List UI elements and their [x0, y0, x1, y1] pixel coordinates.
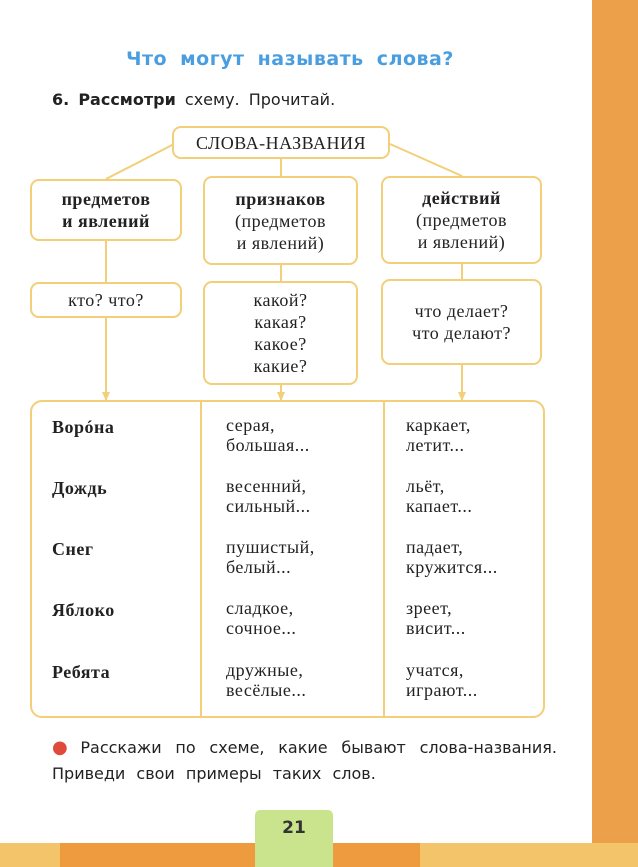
table-cell: весенний, — [226, 476, 307, 496]
table-cell: кружится... — [406, 557, 498, 577]
table-cell: Дождь — [52, 478, 108, 498]
category-box-actions — [381, 176, 542, 264]
table-cell: сочное... — [226, 618, 297, 638]
category-line: и явлений — [62, 211, 150, 231]
table-cell: льёт, — [406, 476, 445, 496]
table-cell: пушистый, — [226, 537, 315, 557]
question-text: какая? — [254, 312, 307, 332]
category-line: признаков — [235, 188, 326, 209]
table-cell: Ворóна — [52, 417, 115, 437]
category-line: и явлений) — [417, 232, 506, 252]
category-line: действий — [422, 188, 501, 208]
table-cell: висит... — [406, 618, 466, 638]
question-text: какие? — [253, 356, 308, 376]
task-verb: Рассмотри — [78, 90, 176, 109]
bottom-task — [52, 735, 557, 787]
page-edge-decoration — [592, 0, 638, 867]
table-cell: дружные, — [226, 660, 304, 680]
root-label: СЛОВА-НАЗВАНИЯ — [195, 132, 367, 153]
connector-root-left — [106, 144, 174, 179]
question-text: что делают? — [412, 323, 511, 343]
page-title: Что могут называть слова? — [126, 48, 454, 70]
question-text: кто? что? — [68, 290, 144, 310]
task-text: схему. Прочитай. — [184, 90, 336, 109]
table-cell: большая... — [226, 435, 310, 455]
bottom-wedge-decoration — [60, 843, 420, 867]
question-box-objects — [30, 282, 182, 318]
category-box-objects — [30, 179, 182, 241]
column-divider — [200, 402, 202, 716]
table-cell: Ребята — [52, 662, 111, 682]
table-cell: летит... — [406, 435, 465, 455]
question-box-attributes — [203, 281, 358, 385]
table-cell: весёлые... — [226, 680, 307, 700]
bottom-task-text: Расскажи по схеме, какие бывают слова-названия. Приведи свои примеры таких слов. — [52, 738, 557, 783]
table-cell: белый... — [226, 557, 292, 577]
table-cell: Яблоко — [52, 600, 115, 620]
table-cell: падает, — [406, 537, 464, 557]
table-cell: сильный... — [226, 496, 311, 516]
category-box-attributes — [203, 176, 358, 265]
connector-root-right — [390, 144, 462, 176]
question-box-actions — [381, 279, 542, 365]
question-text: что делает? — [414, 301, 509, 321]
category-line: и явлений) — [236, 232, 325, 253]
table-cell: каркает, — [406, 415, 471, 435]
root-box — [172, 126, 390, 159]
table-cell: сладкое, — [226, 598, 294, 618]
category-line: (предметов — [415, 210, 508, 230]
table-cell: учатся, — [406, 660, 464, 680]
column-divider — [383, 402, 385, 716]
task-number: 6. — [52, 90, 70, 109]
table-cell: серая, — [226, 415, 275, 435]
table-cell: Снег — [52, 539, 94, 559]
category-line: (предметов — [234, 210, 327, 231]
category-line: предметов — [61, 189, 151, 209]
table-cell: играют... — [406, 680, 478, 700]
table-cell: капает... — [406, 496, 473, 516]
page-number: 21 — [255, 810, 333, 867]
table-cell: зреет, — [406, 598, 453, 618]
question-text: какой? — [253, 290, 308, 310]
bullet-icon: ● — [52, 737, 71, 758]
question-text: какое? — [254, 334, 307, 354]
